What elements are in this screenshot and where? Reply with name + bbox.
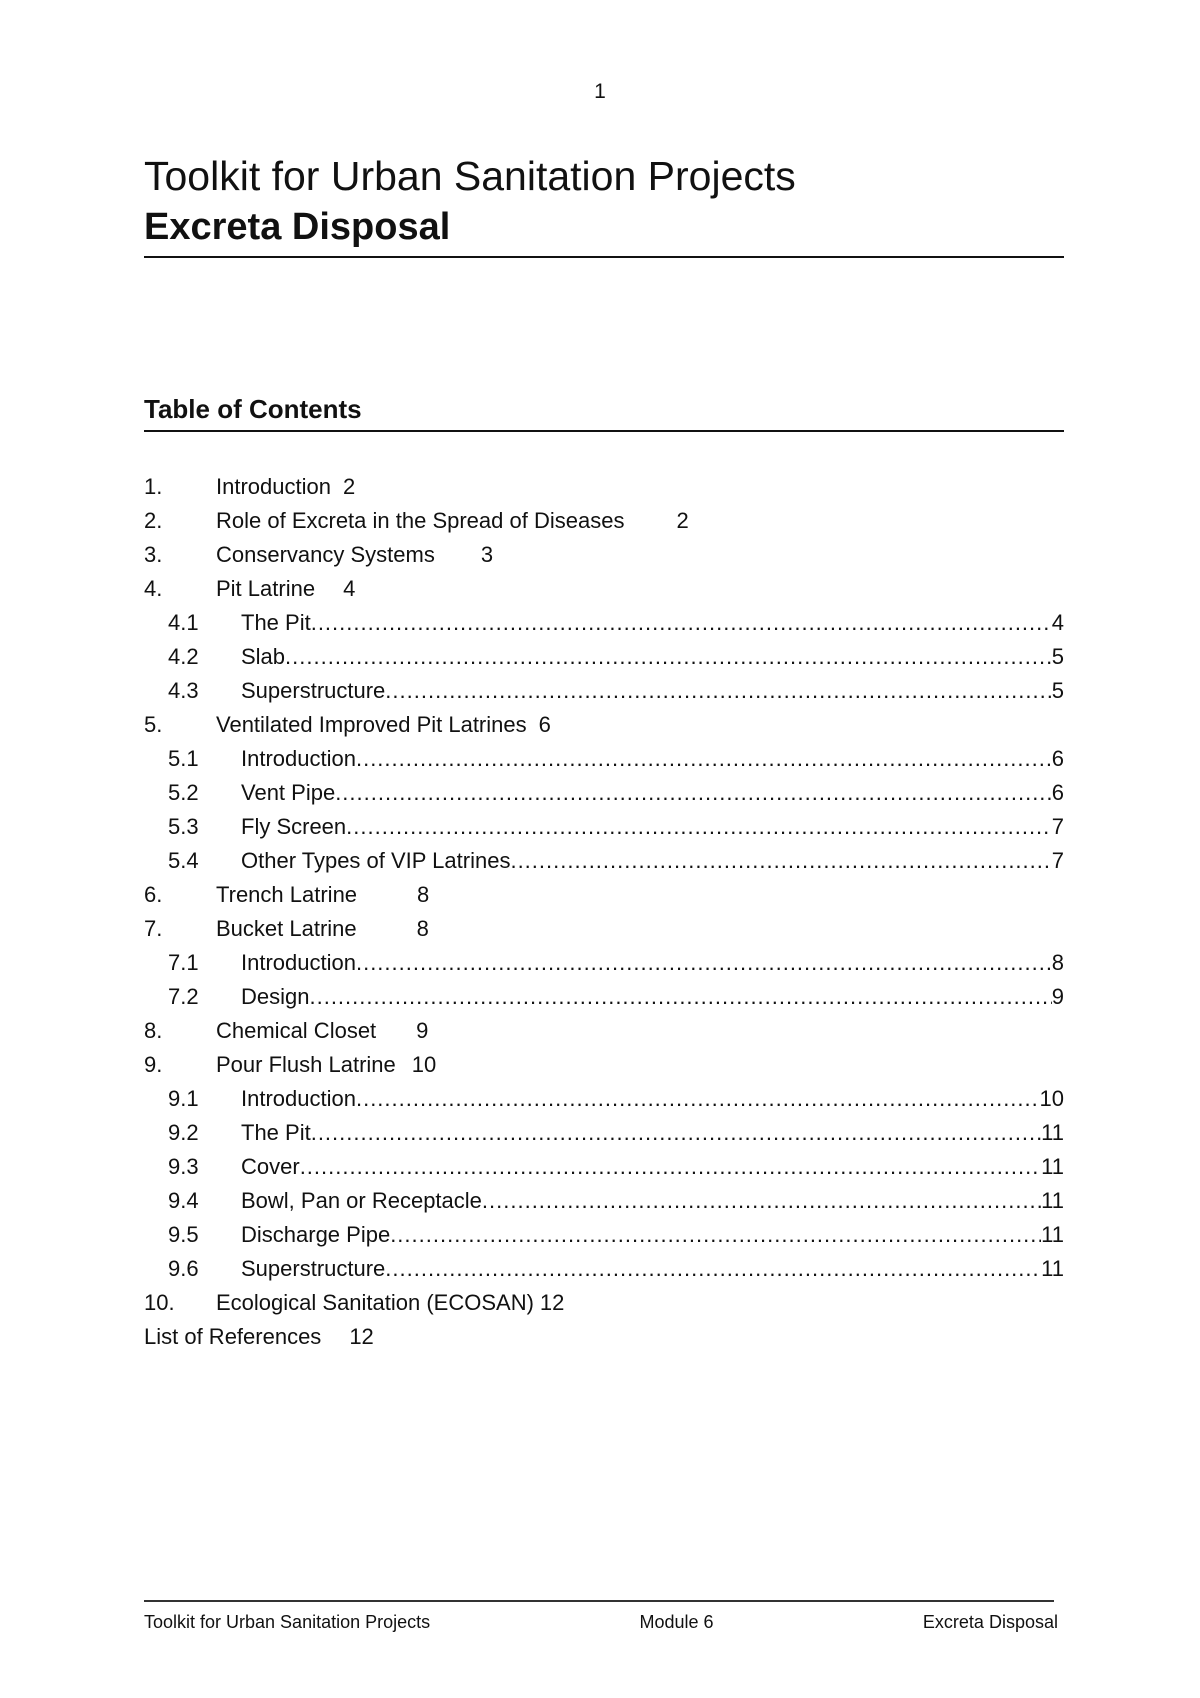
toc-entry-page: 4 [343, 576, 356, 601]
toc-entry-label: Bucket Latrine [216, 916, 357, 941]
toc-entry-number: 7.1 [168, 950, 199, 975]
toc-entry-label: Chemical Closet [216, 1018, 377, 1043]
footer-center: Module 6 [639, 1612, 714, 1632]
toc-leader-dots [356, 742, 1052, 776]
toc-subentry[interactable] [144, 946, 1064, 980]
toc-entry[interactable] [144, 1320, 1064, 1354]
toc-entry-page: 2 [676, 508, 689, 533]
toc-entry-number: 5.3 [168, 814, 199, 839]
toc-entry-label: Bowl, Pan or Receptacle [241, 1188, 482, 1213]
toc-entry-label: Discharge Pipe [241, 1222, 391, 1247]
toc-entry-number: 9. [144, 1052, 163, 1077]
toc-subentry[interactable] [144, 674, 1064, 708]
toc-entry-page: 7 [1051, 814, 1064, 839]
toc-leader-dots [311, 606, 1052, 640]
toc-entry-page: 3 [480, 542, 494, 567]
toc-entry-page: 10 [1039, 1086, 1064, 1111]
toc-entry-number: 9.6 [168, 1256, 199, 1281]
toc-entry[interactable] [144, 912, 1064, 946]
toc-entry-number: 3. [144, 542, 163, 567]
toc-leader-dots [346, 810, 1052, 844]
toc-leader-dots [309, 980, 1051, 1014]
toc-entry-number: 5.1 [168, 746, 199, 771]
toc-entry-label: Fly Screen [241, 814, 347, 839]
toc-leader-dots [335, 776, 1052, 810]
toc-entry-page: 10 [411, 1052, 437, 1077]
toc-entry-label: The Pit [241, 610, 311, 635]
toc-entry[interactable] [144, 878, 1064, 912]
toc-entry-label: Role of Excreta in the Spread of Diseases [216, 508, 625, 533]
toc-entry-page: 12 [539, 1290, 565, 1315]
toc-entry-page: 9 [416, 1018, 429, 1043]
toc-entry-page: 4 [1051, 610, 1064, 635]
toc-entry-number: 4.2 [168, 644, 199, 669]
toc-entry[interactable] [144, 470, 1064, 504]
page-number: 1 [594, 80, 606, 103]
toc-entry-label: Pour Flush Latrine [216, 1052, 396, 1077]
toc-subentry[interactable] [144, 606, 1064, 640]
toc-entry-label: List of References [144, 1324, 322, 1349]
toc-entry-number: 9.5 [168, 1222, 199, 1247]
toc-entry-page: 6 [538, 712, 551, 737]
toc-entry-page: 6 [1051, 746, 1064, 771]
toc-entry-page: 8 [417, 882, 430, 907]
toc-entry-number: 2. [144, 508, 163, 533]
document-title: Toolkit for Urban Sanitation Projects [144, 153, 796, 199]
toc-entry-number: 7.2 [168, 984, 199, 1009]
toc-leader-dots [385, 674, 1051, 708]
toc-entry-page: 11 [1041, 1222, 1064, 1247]
toc-entry-label: Vent Pipe [241, 780, 336, 805]
toc-entry-number: 9.4 [168, 1188, 199, 1213]
toc-entry-label: Pit Latrine [216, 576, 316, 601]
toc-entry-label: Other Types of VIP Latrines [241, 848, 511, 873]
toc-entry-label: The Pit [241, 1120, 311, 1145]
toc-entry-label: Design [241, 984, 310, 1009]
toc-entry-number: 4.1 [168, 610, 199, 635]
toc-entry-label: Introduction [241, 746, 356, 771]
toc-subentry[interactable] [144, 742, 1064, 776]
toc-entry-page: 11 [1041, 1120, 1064, 1145]
toc-entry[interactable] [144, 572, 1064, 606]
toc-entry-label: Conservancy Systems [216, 542, 435, 567]
toc-entry-number: 8. [144, 1018, 163, 1043]
toc-heading: Table of Contents [144, 392, 1064, 432]
toc-entry[interactable] [144, 1286, 1064, 1320]
toc-entry-label: Superstructure [241, 1256, 386, 1281]
toc-subentry[interactable] [144, 810, 1064, 844]
toc-leader-dots [356, 946, 1052, 980]
toc-entry-label: Slab [241, 644, 286, 669]
toc-entry-number: 4.3 [168, 678, 199, 703]
toc-subentry[interactable] [144, 1116, 1064, 1150]
toc-subentry[interactable] [144, 640, 1064, 674]
toc-entry[interactable] [144, 1014, 1064, 1048]
toc-entry-label: Cover [241, 1154, 300, 1179]
toc-subentry[interactable] [144, 1252, 1064, 1286]
toc-entry[interactable] [144, 538, 1064, 572]
toc-entry-number: 10. [144, 1290, 175, 1315]
toc-entry-number: 7. [144, 916, 163, 941]
toc-entry-label: Trench Latrine [216, 882, 358, 907]
toc-subentry[interactable] [144, 844, 1064, 878]
toc-entry-page: 5 [1051, 644, 1064, 669]
toc-entry-page: 9 [1051, 984, 1064, 1009]
document-subtitle: Excreta Disposal [144, 206, 451, 248]
toc-entry-page: 6 [1051, 780, 1064, 805]
toc-entry-page: 12 [349, 1324, 374, 1349]
toc-leader-dots [385, 1252, 1041, 1286]
toc-entry-page: 11 [1041, 1256, 1064, 1281]
toc-subentry[interactable] [144, 1150, 1064, 1184]
page-footer [144, 1612, 1058, 1633]
toc-leader-dots [285, 640, 1052, 674]
toc-subentry[interactable] [144, 776, 1064, 810]
toc-entry-page: 7 [1051, 848, 1064, 873]
toc-leader-dots [510, 844, 1051, 878]
toc-entry-number: 6. [144, 882, 163, 907]
table-of-contents [144, 470, 1064, 1354]
toc-subentry[interactable] [144, 1184, 1064, 1218]
toc-entry-label: Introduction [241, 950, 356, 975]
toc-entry-page: 8 [416, 916, 429, 941]
toc-leader-dots [311, 1116, 1041, 1150]
toc-entry-label: Superstructure [241, 678, 386, 703]
toc-entry-number: 9.2 [168, 1120, 199, 1145]
toc-entry[interactable] [144, 708, 1064, 742]
title-block [144, 150, 1064, 258]
toc-entry-number: 1. [144, 474, 163, 499]
footer-rule [144, 1600, 1054, 1602]
toc-entry-number: 5. [144, 712, 163, 737]
toc-entry-number: 5.4 [168, 848, 199, 873]
toc-entry-page: 2 [342, 474, 356, 499]
footer-left: Toolkit for Urban Sanitation Projects [144, 1612, 431, 1632]
footer-right: Excreta Disposal [922, 1612, 1058, 1632]
toc-entry-page: 8 [1051, 950, 1064, 975]
toc-leader-dots [300, 1150, 1041, 1184]
toc-leader-dots [356, 1082, 1040, 1116]
toc-entry-number: 4. [144, 576, 163, 601]
toc-leader-dots [390, 1218, 1041, 1252]
toc-subentry[interactable] [144, 1218, 1064, 1252]
toc-subentry[interactable] [144, 980, 1064, 1014]
toc-entry-number: 5.2 [168, 780, 199, 805]
toc-entry-label: Introduction [216, 474, 331, 499]
toc-entry-number: 9.1 [168, 1086, 199, 1111]
toc-subentry[interactable] [144, 1082, 1064, 1116]
toc-leader-dots [482, 1184, 1041, 1218]
toc-entry-page: 11 [1041, 1154, 1064, 1179]
toc-entry-label: Ventilated Improved Pit Latrines [216, 712, 527, 737]
toc-entry-page: 11 [1041, 1188, 1064, 1213]
toc-entry[interactable] [144, 504, 1064, 538]
toc-entry-label: Ecological Sanitation (ECOSAN) [216, 1290, 534, 1315]
toc-entry-label: Introduction [241, 1086, 356, 1111]
toc-entry[interactable] [144, 1048, 1064, 1082]
toc-entry-number: 9.3 [168, 1154, 199, 1179]
toc-entry-page: 5 [1051, 678, 1064, 703]
